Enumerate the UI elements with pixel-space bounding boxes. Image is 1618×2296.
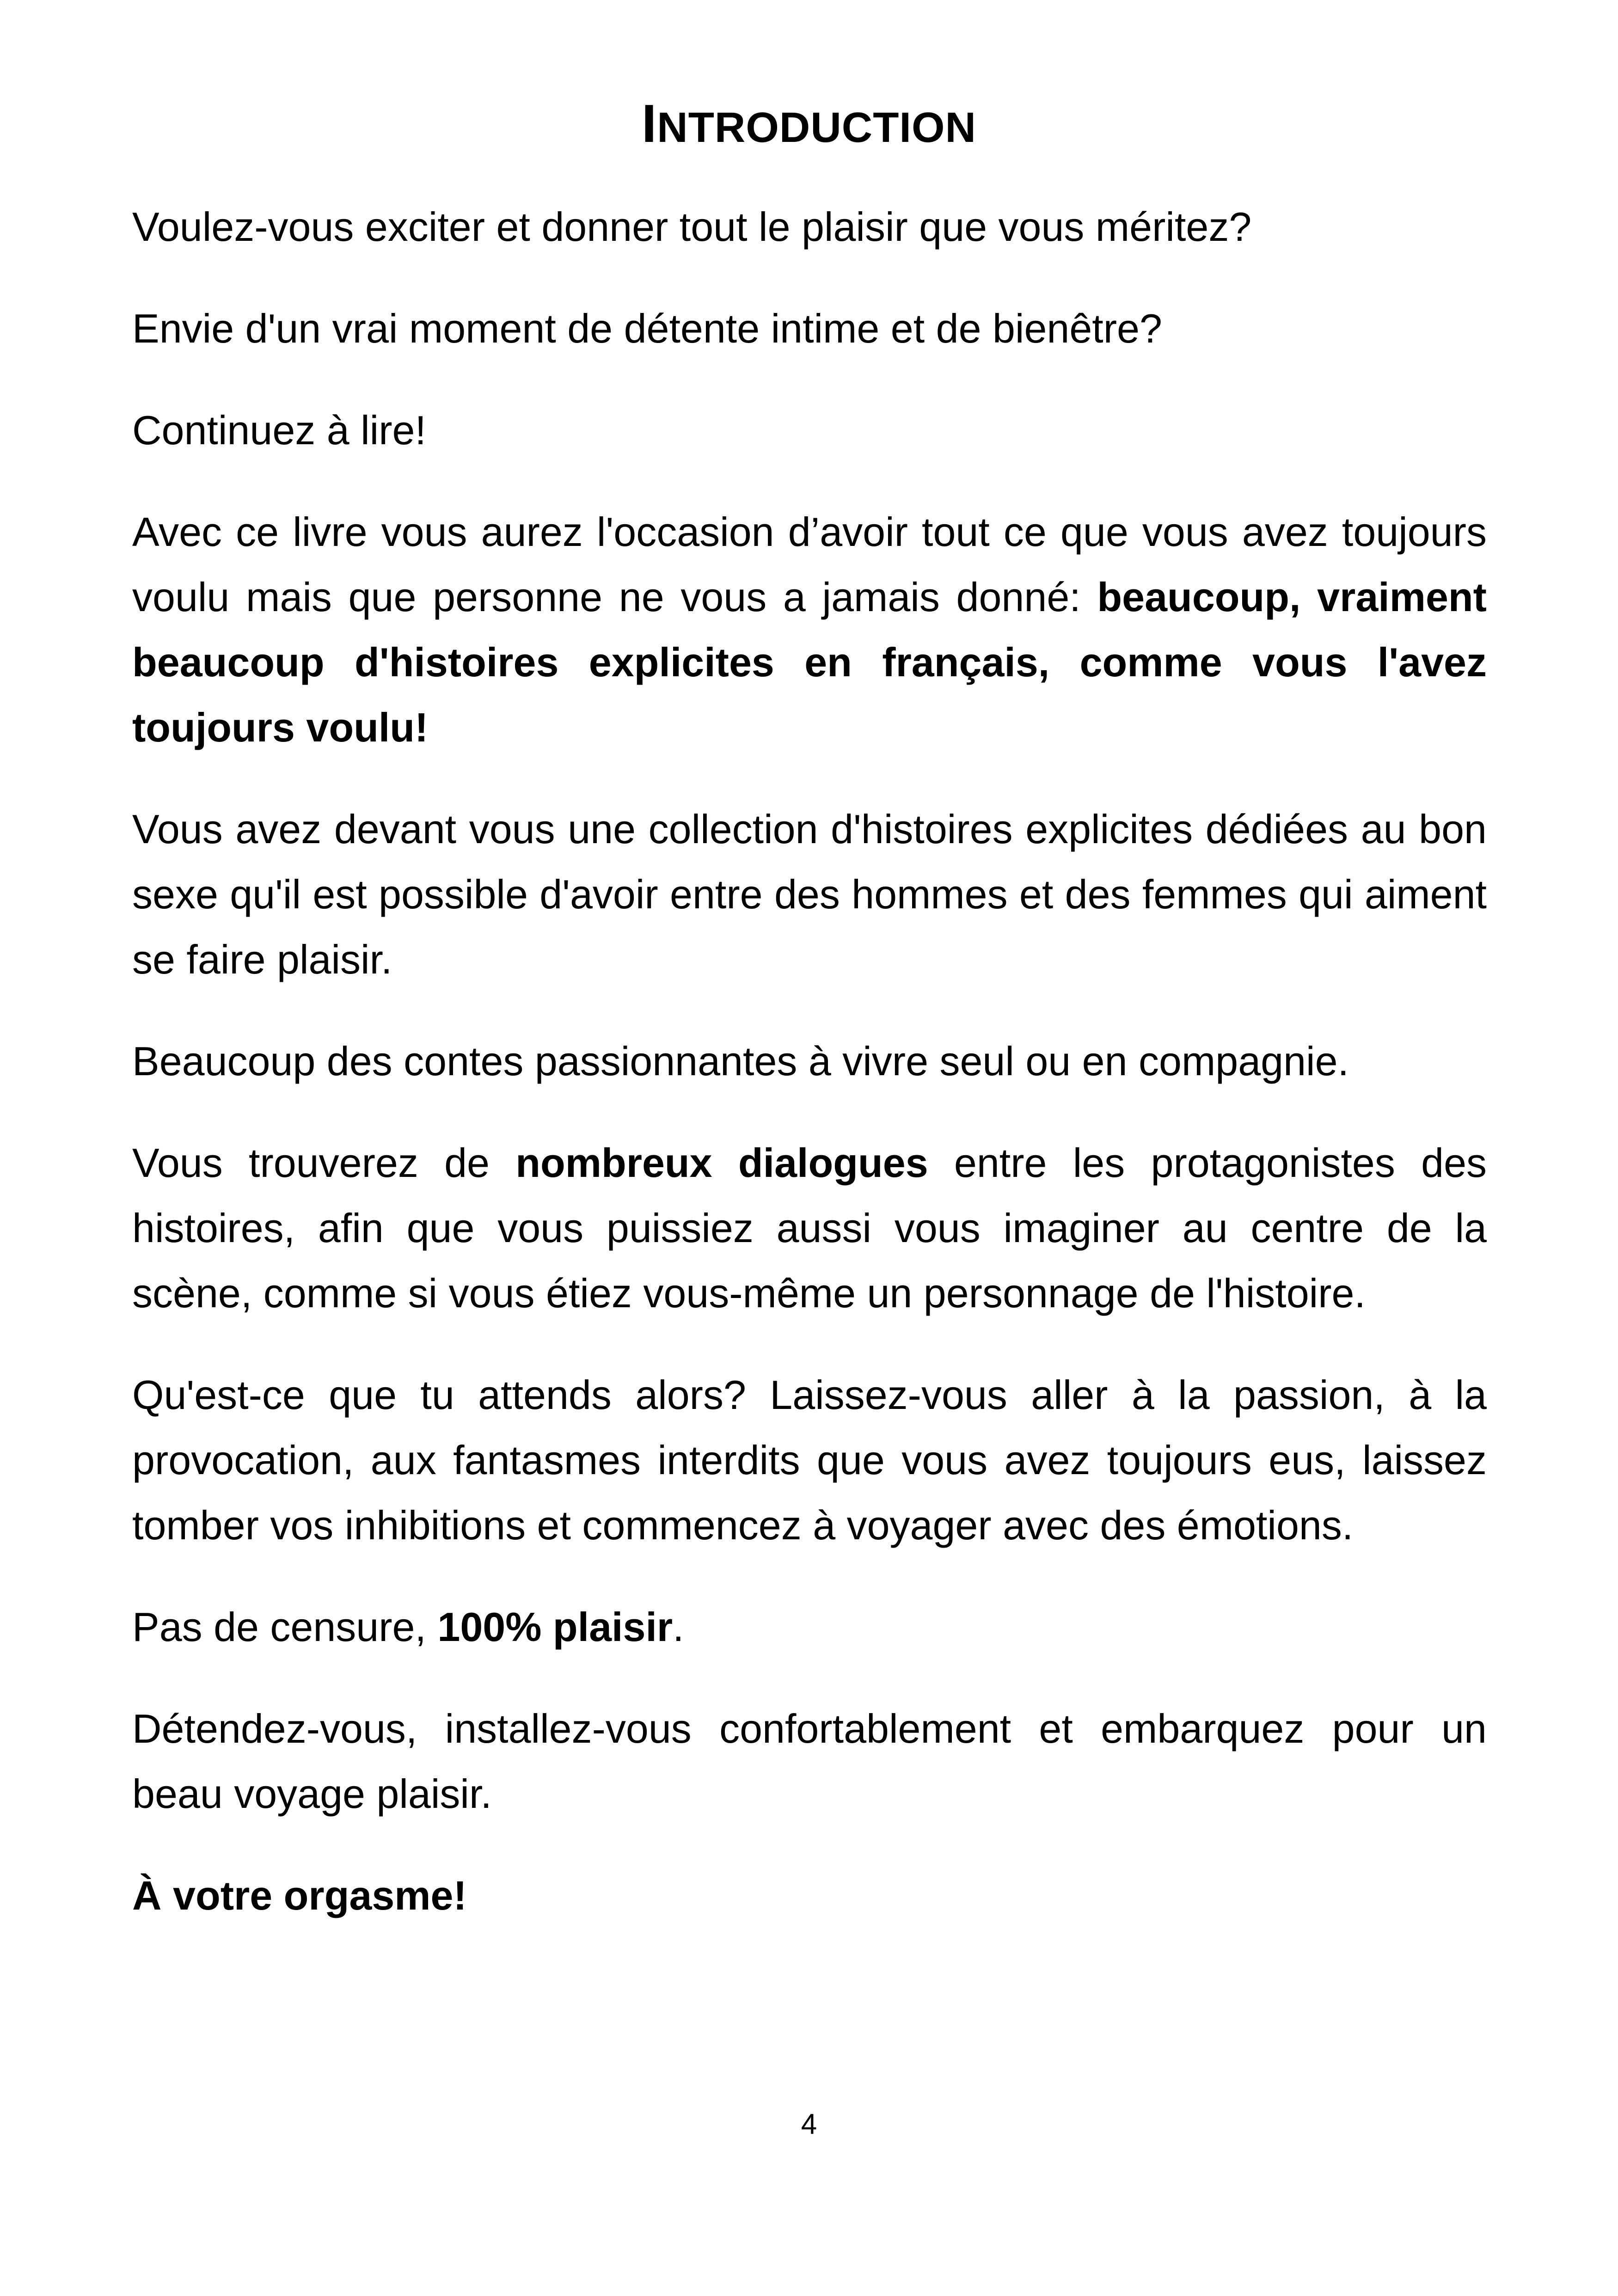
paragraph-11	[132, 1863, 1487, 1928]
closing-line: À votre orgasme!	[132, 1873, 467, 1918]
body-text	[132, 194, 1487, 1965]
paragraph-2: Envie d'un vrai moment de détente intime et de bienêtre?	[132, 306, 1162, 351]
paragraph-8: Qu'est-ce que tu attends alors? Laissez-vous aller à la passion, à la provocation, aux fantasmes interdits que vous avez toujours eus, laissez tomber vos inhibitions et commencez à voyager avec des émotions.	[132, 1372, 1487, 1548]
paragraph-7-before: Vous trouverez de	[132, 1140, 516, 1186]
title-initial: I	[642, 93, 657, 153]
paragraph-9-after: .	[673, 1604, 684, 1650]
title-rest: NTRODUCTION	[657, 104, 976, 151]
paragraph-4-bold: beaucoup, vraiment beaucoup d'histoires explicites en français, comme vous l'avez toujours voulu!	[132, 574, 1487, 750]
paragraph-5: Vous avez devant vous une collection d'histoires explicites dédiées au bon sexe qu'il est possible d'avoir entre des hommes et des femmes qui aiment se faire plaisir.	[132, 806, 1487, 982]
paragraph-9-bold: 100% plaisir	[437, 1604, 673, 1650]
paragraph-4-text: Avec ce livre vous aurez l'occasion d’avoir tout ce que vous avez toujours voulu mais que personne ne vous a jamais donné:	[132, 509, 1487, 620]
paragraph-1: Voulez-vous exciter et donner tout le plaisir que vous méritez?	[132, 204, 1252, 250]
page-title	[0, 92, 1618, 154]
paragraph-6: Beaucoup des contes passionnantes à vivre seul ou en compagnie.	[132, 1038, 1349, 1084]
paragraph-3: Continuez à lire!	[132, 407, 426, 453]
paragraph-4	[132, 499, 1487, 760]
paragraph-9	[132, 1594, 1487, 1659]
paragraph-7-after: entre les protagonistes des histoires, afin que vous puissiez aussi vous imaginer au centre de la scène, comme si vous étiez vous-même un personnage de l'histoire.	[132, 1140, 1487, 1316]
paragraph-9-before: Pas de censure,	[132, 1604, 438, 1650]
paragraph-10: Détendez-vous, installez-vous confortablement et embarquez pour un beau voyage plaisir.	[132, 1706, 1487, 1817]
paragraph-7-bold: nombreux dialogues	[515, 1140, 928, 1186]
page-number: 4	[801, 2108, 817, 2140]
paragraph-7	[132, 1130, 1487, 1326]
